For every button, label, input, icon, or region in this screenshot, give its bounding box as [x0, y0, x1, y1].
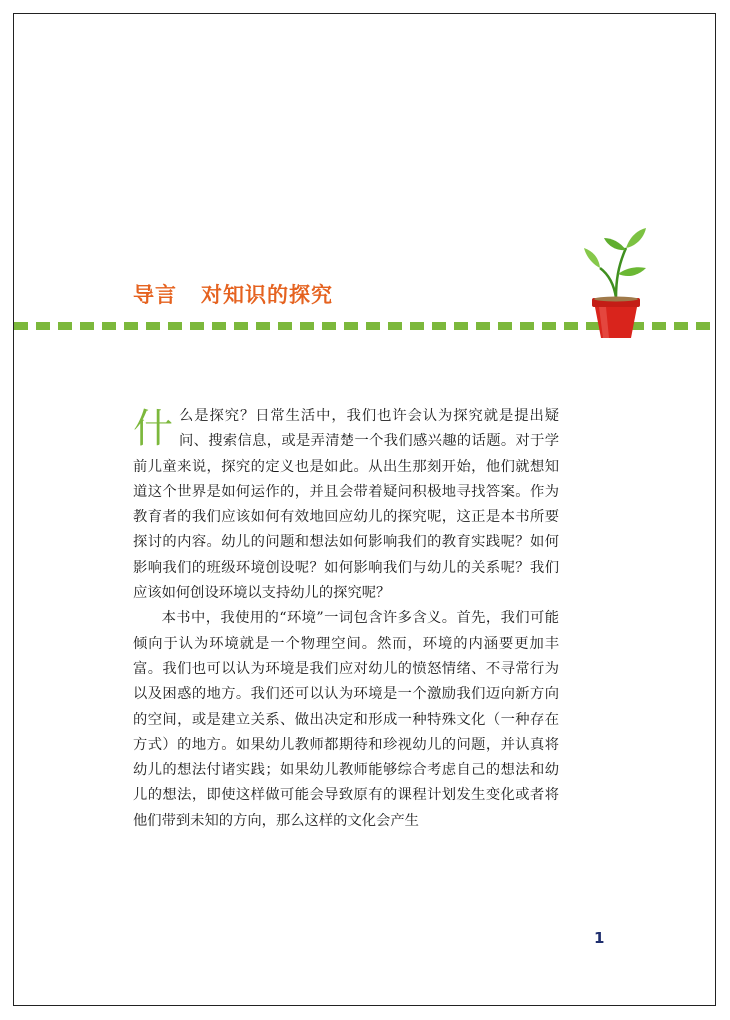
- divider-dash: [542, 322, 556, 330]
- divider-dash: [322, 322, 336, 330]
- divider-dash: [80, 322, 94, 330]
- divider-dash: [256, 322, 270, 330]
- divider-dash: [366, 322, 380, 330]
- paragraph-2: 本书中，我使用的“环境”一词包含许多含义。首先，我们可能倾向于认为环境就是一个物理空间。然而，环境的内涵要更加丰富。我们也可以认为环境是我们应对幼儿的愤怒情绪、不寻常行为以及困惑的地方。我们还可以认为环境是一个激励我们迈向新方向的空间，或是建立关系、做出决定和形成一种特殊文化（一种存在方式）的地方。如果幼儿教师都期待和珍视幼儿的问题，并认真将幼儿的想法付诸实践；如果幼儿教师能够综合考虑自己的想法和幼儿的想法，即使这样做可能会导致原有的课程计划发生变化或者将他们带到未知的方向，那么这样的文化会产生: [133, 610, 559, 829]
- divider-dash: [190, 322, 204, 330]
- heading-label: 导言: [133, 283, 177, 307]
- divider-dash: [344, 322, 358, 330]
- divider-dash: [36, 322, 50, 330]
- divider-dash: [124, 322, 138, 330]
- divider-dash: [146, 322, 160, 330]
- divider-dash: [234, 322, 248, 330]
- divider-dash: [212, 322, 226, 330]
- divider-dash: [432, 322, 446, 330]
- divider-dash: [652, 322, 666, 330]
- body-text: [133, 404, 559, 834]
- divider-dash: [410, 322, 424, 330]
- paragraph-1: [133, 404, 559, 606]
- divider-dash: [58, 322, 72, 330]
- divider-dash: [388, 322, 402, 330]
- divider-dash: [14, 322, 28, 330]
- divider-dash: [520, 322, 534, 330]
- divider-dash: [454, 322, 468, 330]
- heading-title: 对知识的探究: [201, 283, 333, 307]
- chapter-heading: [133, 277, 333, 311]
- divider-dash: [300, 322, 314, 330]
- paragraph-1-text: 么是探究？日常生活中，我们也许会认为探究就是提出疑问、搜索信息，或是弄清楚一个我们感兴趣的话题。对于学前儿童来说，探究的定义也是如此。从出生那刻开始，他们就想知道这个世界是如何运作的，并且会带着疑问积极地寻找答案。作为教育者的我们应该如何有效地回应幼儿的探究呢，这正是本书所要探讨的内容。幼儿的问题和想法如何影响我们的教育实践呢？如何影响我们的班级环境创设呢？如何影响我们与幼儿的关系呢？我们应该如何创设环境以支持幼儿的探究呢？: [133, 408, 559, 602]
- divider-dash: [696, 322, 710, 330]
- divider-dash: [498, 322, 512, 330]
- divider-dash: [564, 322, 578, 330]
- divider-dash: [476, 322, 490, 330]
- divider-dash: [102, 322, 116, 330]
- divider-dash: [278, 322, 292, 330]
- drop-cap: 什: [133, 406, 173, 452]
- divider-dash: [674, 322, 688, 330]
- potted-seedling-icon: [580, 226, 652, 344]
- divider-dash: [168, 322, 182, 330]
- page-number: 1: [594, 929, 605, 947]
